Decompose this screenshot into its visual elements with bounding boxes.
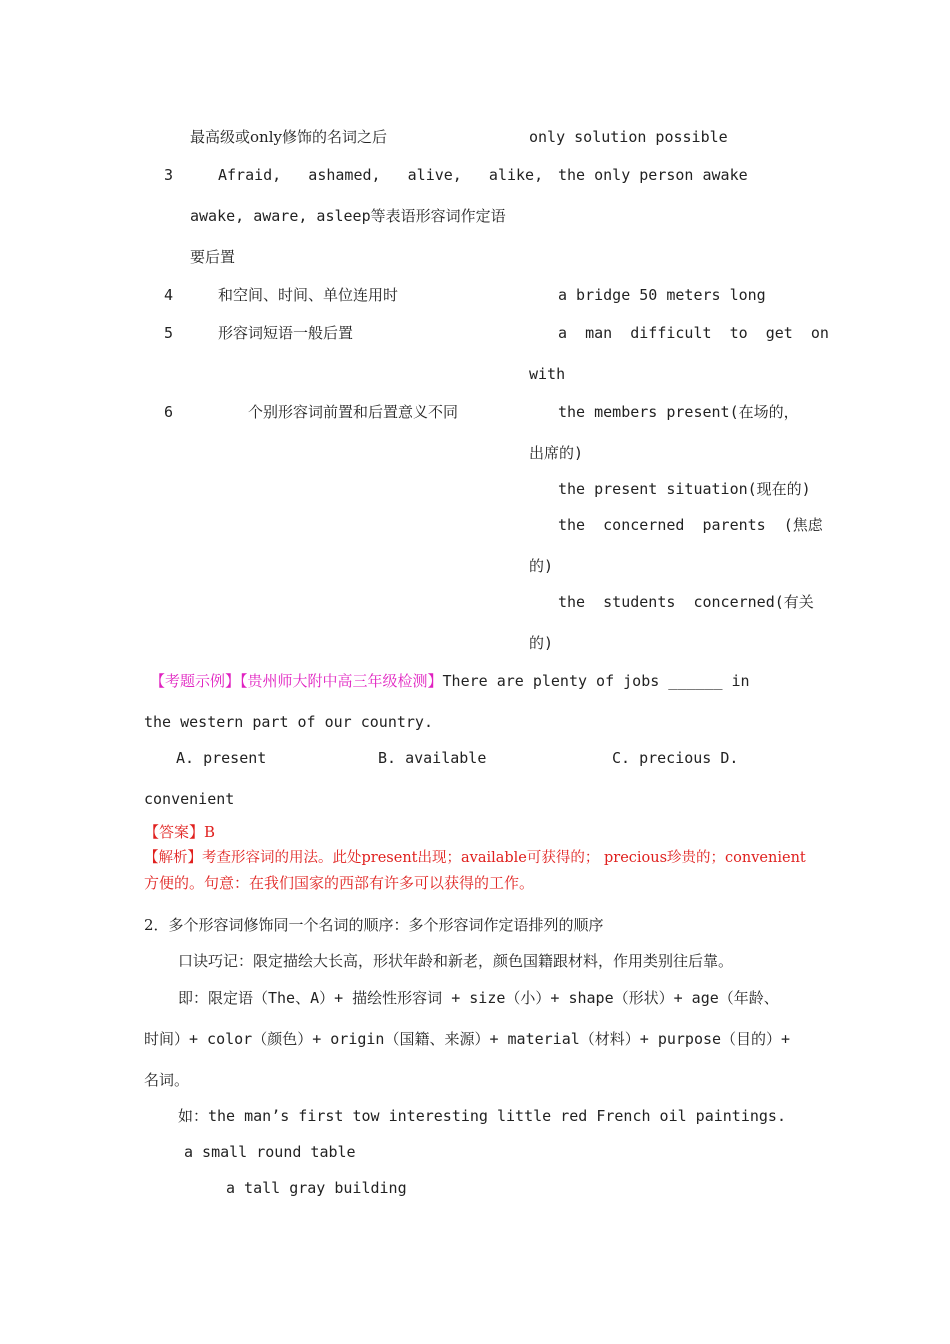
example-sentence: 如：the man’s first tow interesting little red French oil paintings.	[178, 1107, 786, 1125]
row-example-line: the members present(在场的，	[558, 403, 799, 421]
row-example-line: the only person awake	[558, 166, 748, 184]
option-d-continued: convenient	[144, 790, 235, 808]
row-rule-line: 要后置	[190, 248, 236, 266]
example-phrase: a small round table	[184, 1143, 356, 1161]
row-rule-line: 个别形容词前置和后置意义不同	[248, 403, 459, 421]
row-example-line: the present situation(现在的)	[558, 480, 811, 498]
row-example-line: with	[529, 365, 566, 383]
row-pre-rule: 最高级或only修饰的名词之后	[190, 128, 387, 146]
option-a: A. present	[176, 749, 267, 767]
row-example-line: the students concerned(有关	[558, 593, 814, 611]
analysis-line1: 【解析】考查形容词的用法。此处present出现；available可获得的； precious珍贵的；convenient	[144, 850, 806, 866]
answer: 【答案】B	[144, 823, 216, 841]
row-number: 3	[164, 166, 174, 184]
row-example-line: 出席的)	[529, 444, 584, 462]
exam-question-text: There are plenty of jobs ______ in	[442, 672, 750, 690]
exam-question-line1	[150, 671, 750, 691]
row-rule-line: 形容词短语一般后置	[218, 324, 354, 342]
row-example-line: a man difficult to get on	[558, 324, 829, 342]
row-pre-example: only solution possible	[529, 128, 728, 146]
exam-source-tag: 【贵州师大附中高三年级检测】	[240, 672, 443, 690]
row-rule-line: Afraid, ashamed, alive, alike,	[218, 166, 544, 184]
row-example-line: the concerned parents (焦虑	[558, 516, 823, 534]
row-number: 4	[164, 286, 174, 304]
exam-question-line2: the western part of our country.	[144, 713, 433, 731]
row-rule-line: 和空间、时间、单位连用时	[218, 286, 399, 304]
row-example-line: 的)	[529, 557, 554, 575]
option-b: B. available	[378, 749, 487, 767]
option-c-d: C. precious D.	[612, 749, 739, 767]
order-line1: 即：限定语（The、A）+ 描绘性形容词 + size（小）+ shape（形状）+ age（年龄、	[178, 989, 779, 1007]
section-heading: 2．多个形容词修饰同一个名词的顺序：多个形容词作定语排列的顺序	[144, 916, 604, 934]
row-number: 5	[164, 324, 174, 342]
example-phrase: a tall gray building	[226, 1179, 407, 1197]
analysis-line2: 方便的。句意：在我们国家的西部有许多可以获得的工作。	[144, 874, 535, 892]
row-number: 6	[164, 403, 174, 421]
row-rule-line: awake, aware, asleep等表语形容词作定语	[190, 207, 506, 225]
order-line3: 名词。	[144, 1071, 190, 1089]
exam-tag: 【考题示例】	[150, 672, 241, 690]
mnemonic: 口诀巧记：限定描绘大长高，形状年龄和新老，颜色国籍跟材料，作用类别往后靠。	[178, 952, 734, 970]
order-line2: 时间）+ color（颜色）+ origin（国籍、来源）+ material（材料）+ purpose（目的）+	[144, 1030, 791, 1048]
row-example-line: 的)	[529, 634, 554, 652]
row-example-line: a bridge 50 meters long	[558, 286, 766, 304]
